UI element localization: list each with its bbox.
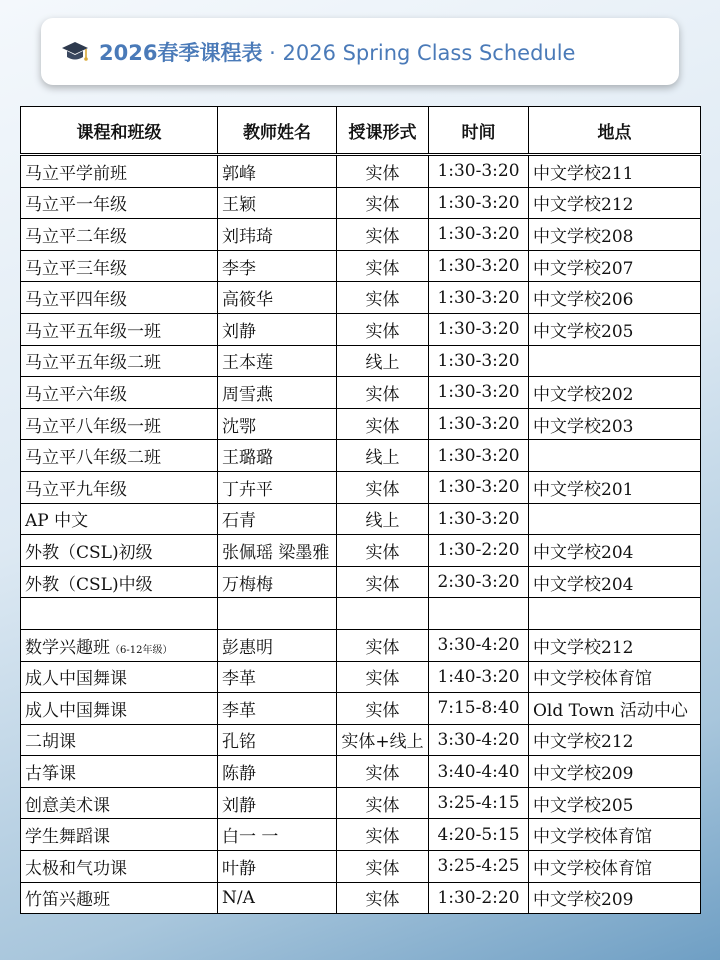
cell-location xyxy=(529,408,701,440)
cell-location-text: Old Town 活动中心 xyxy=(533,700,688,721)
cell-time xyxy=(429,503,529,535)
cell-teacher-text: 丁卉平 xyxy=(222,479,273,500)
cell-location xyxy=(529,819,701,851)
table-row xyxy=(21,155,701,188)
cell-location xyxy=(529,851,701,883)
table-row xyxy=(21,187,701,219)
cell-time xyxy=(429,598,529,630)
cell-location xyxy=(529,313,701,345)
cell-course-text: 马立平九年级 xyxy=(25,479,127,500)
cell-teacher xyxy=(218,629,337,661)
cell-course xyxy=(21,661,218,693)
cell-format xyxy=(337,440,429,472)
cell-time-text: 1:30-3:20 xyxy=(437,287,520,308)
cell-course xyxy=(21,724,218,756)
cell-location xyxy=(529,471,701,503)
cell-time xyxy=(429,819,529,851)
table-row xyxy=(21,440,701,472)
schedule-table xyxy=(20,106,701,914)
cell-teacher-text: 王颖 xyxy=(222,195,256,216)
cell-time-text: 1:30-3:20 xyxy=(437,445,520,466)
cell-teacher xyxy=(218,756,337,788)
cell-location-text: 中文学校205 xyxy=(533,795,634,816)
cell-teacher xyxy=(218,250,337,282)
cell-course-text: 二胡课 xyxy=(25,732,76,753)
cell-course-text: 外教（CSL)中级 xyxy=(25,574,153,595)
cell-format xyxy=(337,408,429,440)
cell-format-text: 实体 xyxy=(365,890,400,911)
cell-format-text: 实体+线上 xyxy=(341,732,424,753)
cell-time xyxy=(429,787,529,819)
cell-format-text: 实体 xyxy=(365,858,400,879)
cell-location xyxy=(529,566,701,598)
cell-format xyxy=(337,629,429,661)
title-chinese: 2026春季课程表 xyxy=(99,40,263,65)
cell-course-text: 竹笛兴趣班 xyxy=(25,890,110,911)
cell-location-text: 中文学校212 xyxy=(533,195,634,216)
cell-time xyxy=(429,313,529,345)
cell-format xyxy=(337,882,429,914)
cell-location-text: 中文学校212 xyxy=(533,637,634,658)
cell-format xyxy=(337,503,429,535)
cell-location-text: 中文学校202 xyxy=(533,384,634,405)
cell-time xyxy=(429,629,529,661)
table-row xyxy=(21,313,701,345)
cell-teacher-text: 石青 xyxy=(222,511,256,532)
cell-format-text: 实体 xyxy=(365,290,400,311)
cell-location xyxy=(529,882,701,914)
cell-format xyxy=(337,377,429,409)
cell-teacher-text: 刘静 xyxy=(222,321,256,342)
cell-format xyxy=(337,219,429,251)
cell-teacher xyxy=(218,787,337,819)
cell-format-text: 实体 xyxy=(365,764,400,785)
cell-format-text: 实体 xyxy=(365,574,400,595)
cell-time xyxy=(429,440,529,472)
cell-format-text: 实体 xyxy=(365,637,400,658)
cell-location xyxy=(529,756,701,788)
cell-course xyxy=(21,598,218,630)
cell-location xyxy=(529,345,701,377)
table-row xyxy=(21,282,701,314)
cell-time xyxy=(429,882,529,914)
cell-format xyxy=(337,313,429,345)
cell-format xyxy=(337,471,429,503)
cell-time-text: 1:30-2:20 xyxy=(437,887,520,908)
cell-format xyxy=(337,187,429,219)
cell-format-text: 实体 xyxy=(365,258,400,279)
cell-course xyxy=(21,408,218,440)
cell-course-text: 马立平四年级 xyxy=(25,290,127,311)
cell-time-text: 2:30-3:20 xyxy=(437,572,520,593)
cell-format xyxy=(337,756,429,788)
cell-teacher xyxy=(218,471,337,503)
cell-location-text: 中文学校204 xyxy=(533,574,634,595)
cell-time-text: 4:20-5:15 xyxy=(437,824,520,845)
cell-time xyxy=(429,345,529,377)
cell-time-text: 1:30-3:20 xyxy=(437,382,520,403)
cell-course xyxy=(21,756,218,788)
cell-time xyxy=(429,219,529,251)
column-header-location: 地点 xyxy=(529,107,701,155)
cell-teacher xyxy=(218,219,337,251)
table-row xyxy=(21,693,701,725)
cell-course xyxy=(21,693,218,725)
cell-time-text: 1:30-3:20 xyxy=(437,161,520,182)
graduation-cap-icon xyxy=(61,39,89,65)
cell-teacher xyxy=(218,693,337,725)
cell-format-text: 实体 xyxy=(365,226,400,247)
cell-time xyxy=(429,693,529,725)
cell-course-text: 成人中国舞课 xyxy=(25,669,127,690)
cell-course xyxy=(21,471,218,503)
cell-course-text: 古筝课 xyxy=(25,764,76,785)
cell-time xyxy=(429,377,529,409)
cell-course-text: 马立平八年级二班 xyxy=(25,448,161,469)
cell-location xyxy=(529,724,701,756)
cell-course-text: 数学兴趣班 xyxy=(25,637,110,658)
cell-format-text: 线上 xyxy=(365,511,400,532)
cell-teacher-text: 彭惠明 xyxy=(222,637,273,658)
cell-location-text: 中文学校209 xyxy=(533,890,634,911)
schedule-body xyxy=(21,155,701,914)
table-row xyxy=(21,724,701,756)
cell-format-text: 实体 xyxy=(365,195,400,216)
cell-location-text: 中文学校209 xyxy=(533,764,634,785)
cell-teacher xyxy=(218,282,337,314)
cell-teacher-text: 陈静 xyxy=(222,764,256,785)
cell-course-text: 马立平三年级 xyxy=(25,258,127,279)
cell-format xyxy=(337,787,429,819)
cell-teacher xyxy=(218,155,337,188)
cell-course xyxy=(21,155,218,188)
cell-format xyxy=(337,598,429,630)
cell-teacher-text: 张佩瑶 梁墨雅 xyxy=(222,542,330,563)
cell-course-text: 马立平八年级一班 xyxy=(25,416,161,437)
cell-time xyxy=(429,187,529,219)
cell-teacher-text: 李革 xyxy=(222,669,256,690)
cell-format-text: 线上 xyxy=(365,448,400,469)
cell-time xyxy=(429,756,529,788)
cell-time-text: 1:30-3:20 xyxy=(437,319,520,340)
column-header-course: 课程和班级 xyxy=(21,107,218,155)
cell-course xyxy=(21,440,218,472)
cell-format-text: 实体 xyxy=(365,416,400,437)
cell-teacher-text: 白一 一 xyxy=(222,827,279,848)
cell-course xyxy=(21,250,218,282)
cell-course xyxy=(21,313,218,345)
cell-course-text: 马立平五年级一班 xyxy=(25,321,161,342)
cell-teacher-text: N/A xyxy=(222,887,255,908)
table-row xyxy=(21,756,701,788)
cell-time-text: 1:30-2:20 xyxy=(437,540,520,561)
cell-time xyxy=(429,661,529,693)
cell-location-text: 中文学校201 xyxy=(533,479,634,500)
cell-time xyxy=(429,408,529,440)
cell-teacher xyxy=(218,819,337,851)
cell-course xyxy=(21,629,218,661)
cell-teacher-text: 刘玮琦 xyxy=(222,226,273,247)
cell-format xyxy=(337,819,429,851)
cell-teacher-text: 李革 xyxy=(222,700,256,721)
cell-course xyxy=(21,503,218,535)
cell-format xyxy=(337,661,429,693)
cell-teacher xyxy=(218,882,337,914)
cell-location xyxy=(529,250,701,282)
cell-time-text: 7:15-8:40 xyxy=(437,698,520,719)
cell-format-text: 实体 xyxy=(365,163,400,184)
cell-time-text: 1:30-3:20 xyxy=(437,477,520,498)
table-row xyxy=(21,629,701,661)
cell-teacher-text: 高筱华 xyxy=(222,290,273,311)
cell-time-text: 3:30-4:20 xyxy=(437,729,520,750)
cell-time xyxy=(429,471,529,503)
table-row xyxy=(21,819,701,851)
table-row xyxy=(21,851,701,883)
cell-teacher xyxy=(218,408,337,440)
cell-format-text: 实体 xyxy=(365,795,400,816)
table-row xyxy=(21,250,701,282)
cell-course xyxy=(21,819,218,851)
cell-location xyxy=(529,155,701,188)
cell-time xyxy=(429,851,529,883)
cell-teacher xyxy=(218,566,337,598)
cell-format xyxy=(337,250,429,282)
cell-time xyxy=(429,724,529,756)
cell-format xyxy=(337,566,429,598)
cell-location-text: 中文学校208 xyxy=(533,226,634,247)
cell-teacher-text: 王璐璐 xyxy=(222,448,273,469)
cell-format-text: 线上 xyxy=(365,353,400,374)
cell-location xyxy=(529,440,701,472)
cell-location xyxy=(529,282,701,314)
cell-time-text: 3:25-4:15 xyxy=(437,793,520,814)
cell-format xyxy=(337,345,429,377)
table-row xyxy=(21,661,701,693)
cell-location xyxy=(529,598,701,630)
cell-time-text: 1:30-3:20 xyxy=(437,350,520,371)
cell-time-text: 1:40-3:20 xyxy=(437,666,520,687)
table-row xyxy=(21,503,701,535)
cell-course xyxy=(21,282,218,314)
title-card xyxy=(41,18,679,85)
cell-format-text: 实体 xyxy=(365,479,400,500)
cell-course-text: 马立平六年级 xyxy=(25,384,127,405)
column-header-time: 时间 xyxy=(429,107,529,155)
cell-teacher xyxy=(218,851,337,883)
cell-course-text: 创意美术课 xyxy=(25,795,110,816)
cell-format-text: 实体 xyxy=(365,384,400,405)
cell-course-text: 马立平二年级 xyxy=(25,226,127,247)
table-row xyxy=(21,566,701,598)
cell-course-text: 马立平五年级二班 xyxy=(25,353,161,374)
cell-location xyxy=(529,503,701,535)
cell-location xyxy=(529,535,701,567)
cell-time xyxy=(429,535,529,567)
page-title xyxy=(99,37,575,67)
title-separator: · xyxy=(262,40,283,65)
cell-time-text: 1:30-3:20 xyxy=(437,224,520,245)
cell-format-text: 实体 xyxy=(365,321,400,342)
cell-location xyxy=(529,629,701,661)
cell-teacher-text: 万梅梅 xyxy=(222,574,273,595)
cell-teacher xyxy=(218,598,337,630)
cell-teacher xyxy=(218,503,337,535)
title-english: 2026 Spring Class Schedule xyxy=(282,40,576,65)
cell-location-text: 中文学校体育馆 xyxy=(533,827,652,848)
cell-location xyxy=(529,693,701,725)
cell-location-text: 中文学校206 xyxy=(533,290,634,311)
cell-time xyxy=(429,155,529,188)
cell-teacher-text: 郭峰 xyxy=(222,163,256,184)
cell-location-text: 中文学校203 xyxy=(533,416,634,437)
cell-course-text: 外教（CSL)初级 xyxy=(25,542,153,563)
table-row xyxy=(21,408,701,440)
cell-course xyxy=(21,787,218,819)
cell-teacher-text: 李李 xyxy=(222,258,256,279)
cell-location-text: 中文学校207 xyxy=(533,258,634,279)
table-row xyxy=(21,535,701,567)
cell-format xyxy=(337,693,429,725)
cell-format xyxy=(337,155,429,188)
table-row xyxy=(21,787,701,819)
cell-course xyxy=(21,566,218,598)
cell-teacher xyxy=(218,313,337,345)
cell-teacher-text: 刘静 xyxy=(222,795,256,816)
table-row xyxy=(21,882,701,914)
cell-time-text: 1:30-3:20 xyxy=(437,256,520,277)
cell-time-text: 1:30-3:20 xyxy=(437,192,520,213)
table-row xyxy=(21,471,701,503)
cell-location-text: 中文学校体育馆 xyxy=(533,858,652,879)
cell-teacher-text: 沈鄂 xyxy=(222,416,256,437)
cell-course xyxy=(21,377,218,409)
cell-format xyxy=(337,851,429,883)
cell-teacher xyxy=(218,535,337,567)
cell-format-text: 实体 xyxy=(365,700,400,721)
cell-course xyxy=(21,851,218,883)
cell-location xyxy=(529,661,701,693)
cell-teacher-text: 周雪燕 xyxy=(222,384,273,405)
cell-course xyxy=(21,219,218,251)
cell-format-text: 实体 xyxy=(365,827,400,848)
cell-time-text: 3:25-4:25 xyxy=(437,856,520,877)
cell-course-text: 马立平一年级 xyxy=(25,195,127,216)
cell-course xyxy=(21,345,218,377)
cell-format xyxy=(337,535,429,567)
cell-format-text: 实体 xyxy=(365,542,400,563)
cell-location-text: 中文学校211 xyxy=(533,163,634,184)
cell-time-text: 3:40-4:40 xyxy=(437,761,520,782)
course-note: （6-12年级） xyxy=(110,644,173,656)
column-header-format: 授课形式 xyxy=(337,107,429,155)
cell-time-text: 1:30-3:20 xyxy=(437,508,520,529)
cell-location xyxy=(529,787,701,819)
cell-location xyxy=(529,187,701,219)
cell-time-text: 1:30-3:20 xyxy=(437,414,520,435)
cell-course-text: 成人中国舞课 xyxy=(25,700,127,721)
cell-teacher xyxy=(218,440,337,472)
cell-format xyxy=(337,724,429,756)
header-row xyxy=(21,107,701,155)
cell-teacher xyxy=(218,187,337,219)
cell-time xyxy=(429,282,529,314)
cell-location-text: 中文学校204 xyxy=(533,542,634,563)
column-header-teacher: 教师姓名 xyxy=(218,107,337,155)
cell-location xyxy=(529,377,701,409)
cell-time xyxy=(429,250,529,282)
cell-course xyxy=(21,535,218,567)
cell-teacher xyxy=(218,661,337,693)
cell-course xyxy=(21,187,218,219)
cell-course-text: 太极和气功课 xyxy=(25,858,127,879)
cell-format-text: 实体 xyxy=(365,669,400,690)
table-row xyxy=(21,377,701,409)
cell-course-text: AP 中文 xyxy=(25,511,89,532)
cell-teacher xyxy=(218,345,337,377)
cell-course-text: 马立平学前班 xyxy=(25,163,127,184)
cell-course-text: 学生舞蹈课 xyxy=(25,827,110,848)
cell-teacher xyxy=(218,724,337,756)
cell-teacher-text: 叶静 xyxy=(222,858,256,879)
cell-time xyxy=(429,566,529,598)
cell-teacher-text: 孔铭 xyxy=(222,732,256,753)
cell-teacher xyxy=(218,377,337,409)
table-row xyxy=(21,345,701,377)
cell-time-text: 3:30-4:20 xyxy=(437,635,520,656)
cell-course xyxy=(21,882,218,914)
table-row xyxy=(21,598,701,630)
cell-format xyxy=(337,282,429,314)
cell-teacher-text: 王本莲 xyxy=(222,353,273,374)
cell-location-text: 中文学校体育馆 xyxy=(533,669,652,690)
cell-location-text: 中文学校205 xyxy=(533,321,634,342)
cell-location xyxy=(529,219,701,251)
cell-location-text: 中文学校212 xyxy=(533,732,634,753)
table-row xyxy=(21,219,701,251)
